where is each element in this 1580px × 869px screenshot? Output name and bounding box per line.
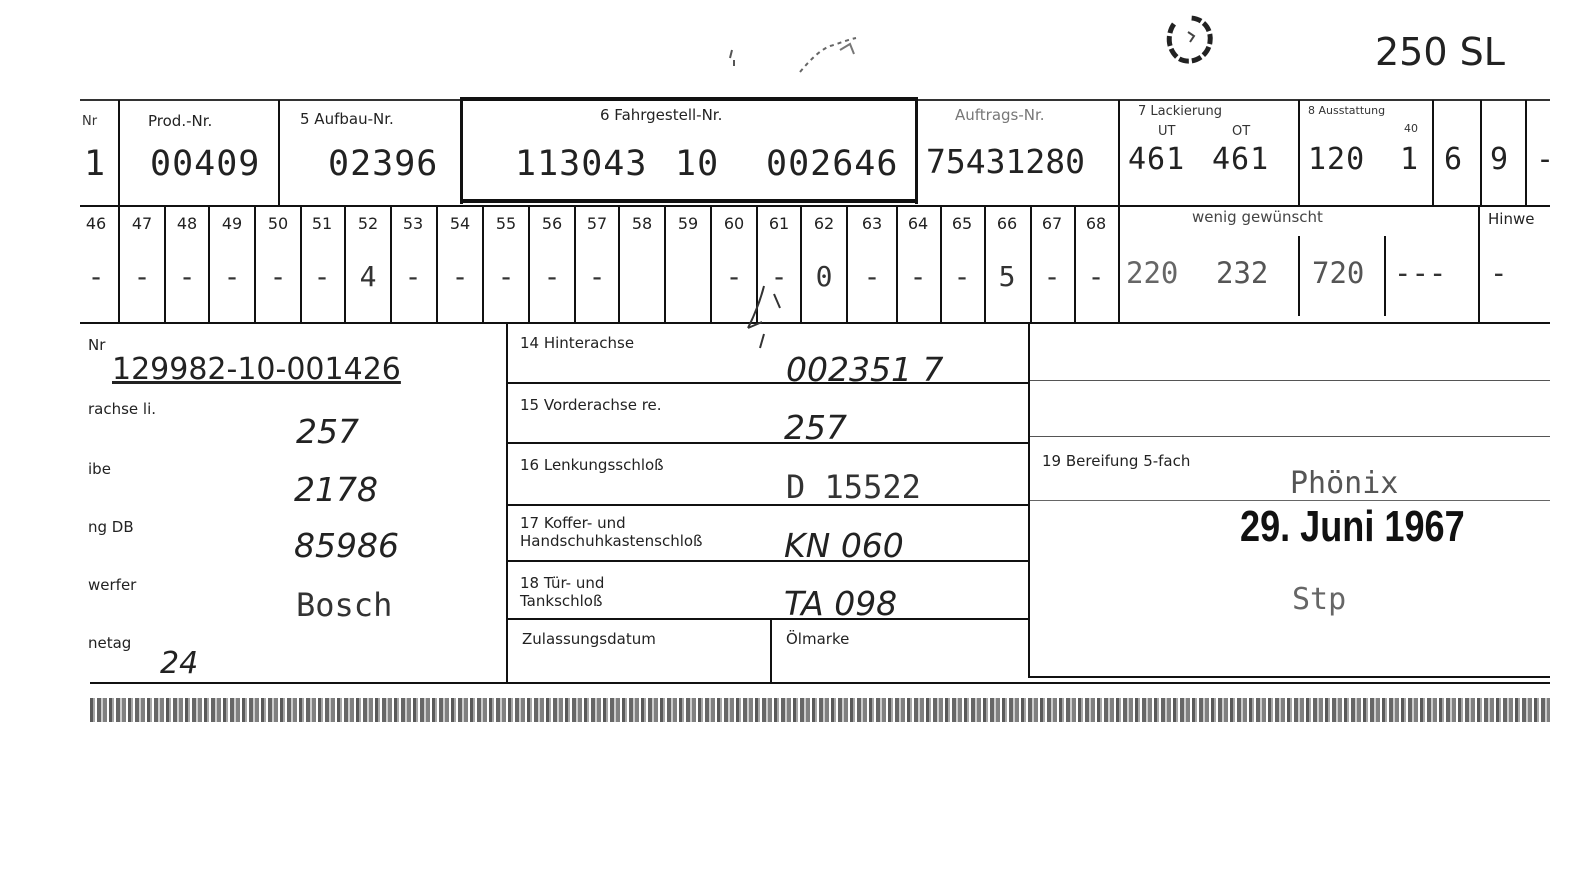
getriebe-label: ibe [88,460,111,478]
lackierung-label: 7 Lackierung [1138,104,1222,119]
lackierung-ut-label: UT [1158,124,1176,139]
option-value: - [133,260,151,293]
liefertag-label: netag [88,634,132,652]
option-code: 56 [541,214,563,233]
aufbau-nr-label: 5 Aufbau-Nr. [300,110,394,128]
lackierung-ot-value: 461 [1212,142,1270,177]
tuer-value: TA 098 [784,584,898,623]
hinweis-label: Hinwe [1488,210,1535,228]
scribble-mark [720,20,870,90]
wenig-gewuenscht-label: wenig gewünscht [1192,208,1323,226]
option-code: 64 [907,214,929,233]
option-value: - [178,260,196,293]
koffer-value: KN 060 [784,526,904,565]
prod-nr-value: 00409 [150,144,261,184]
getriebe-value: 2178 [294,470,378,509]
option-value: - [770,260,788,293]
option-code: 47 [131,214,153,233]
wenig-value: 220 [1126,256,1179,290]
lackierung-ot-label: OT [1232,124,1251,139]
option-code: 65 [951,214,973,233]
fahrgestell-part-c: 002646 [766,144,899,184]
option-value: 4 [359,260,377,293]
option-code: 51 [311,214,333,233]
scan-border-artifact [90,698,1550,722]
option-code: 58 [631,214,653,233]
wenig-value: 232 [1216,256,1269,290]
motor-nr-value: 129982-10-001426 [112,352,401,387]
vorderachse-label: 15 Vorderachse re. [520,396,662,414]
option-value: - [87,260,105,293]
option-code: 63 [861,214,883,233]
scheinwerfer-label: werfer [88,576,137,594]
model-label: 250 SL [1375,30,1505,74]
column-a-value: 6 [1444,142,1464,177]
wenig-value: 720 [1312,256,1365,290]
achse-label: rachse li. [88,400,157,418]
option-code: 53 [402,214,424,233]
scheinwerfer-value: Bosch [296,586,393,624]
auftrag-nr-label: Auftrags-Nr. [955,106,1045,124]
prod-nr-label: Prod.-Nr. [148,112,213,130]
option-value: - [1087,260,1105,293]
zuendung-value: 85986 [294,526,399,565]
pen-stroke [714,282,804,352]
option-code: 62 [813,214,835,233]
column-c-value: - [1536,142,1556,177]
option-code: 57 [586,214,608,233]
seal-mark [1158,14,1216,66]
koffer-label-line2: Handschuhkastenschloß [520,532,703,550]
fahrgestell-nr-label: 6 Fahrgestell-Nr. [600,106,723,124]
option-code: 46 [85,214,107,233]
zuendung-label: ng DB [88,518,134,536]
koffer-label-line1: 17 Koffer- und [520,514,626,532]
nr-label: Nr [82,114,98,129]
auftrag-nr-value: 75431280 [926,142,1085,181]
option-value: - [313,260,331,293]
zulassungsdatum-label: Zulassungsdatum [522,630,656,648]
date-stamp: 29. Juni 1967 [1240,502,1465,551]
achse-value: 257 [296,412,359,451]
bereifung-value: Phönix [1290,466,1399,501]
liefertag-value: 24 [160,646,199,681]
hinterachse-label: 14 Hinterachse [520,334,635,352]
option-code: 59 [677,214,699,233]
tuer-label-line2: Tankschloß [520,592,603,610]
column-b-value: 9 [1490,142,1510,177]
nr-value: 1 [84,144,107,184]
option-value: - [863,260,881,293]
option-value: - [588,260,606,293]
aufbau-nr-value: 02396 [328,144,439,184]
vorderachse-value: 257 [784,408,847,447]
wenig-value: --- [1394,256,1447,290]
tuer-label-line1: 18 Tür- und [520,574,605,592]
option-value: - [909,260,927,293]
option-value: - [1043,260,1061,293]
hinweis-value: - [1490,256,1508,290]
ausstattung-label: 8 Ausstattung [1308,104,1386,117]
option-code: 49 [221,214,243,233]
sub-40-label: 40 [1404,122,1418,135]
option-value: 0 [815,260,833,293]
option-value: - [269,260,287,293]
sub-40-value: 1 [1400,142,1420,177]
fahrgestell-part-b: 10 [675,144,720,184]
bereifung-label: 19 Bereifung 5-fach [1042,452,1191,470]
option-code: 50 [267,214,289,233]
option-code: 52 [357,214,379,233]
option-code: 54 [449,214,471,233]
stp-value: Stp [1292,582,1347,617]
lackierung-ut-value: 461 [1128,142,1186,177]
option-value: - [404,260,422,293]
option-value: - [497,260,515,293]
lenkung-value: D 15522 [786,468,921,506]
option-code: 61 [768,214,790,233]
motor-nr-label: Nr [88,336,106,354]
oelmarke-label: Ölmarke [786,630,850,648]
ausstattung-value: 120 [1308,142,1366,177]
option-value: - [451,260,469,293]
option-value: - [223,260,241,293]
option-code: 66 [996,214,1018,233]
option-value: - [725,260,743,293]
option-value: 5 [998,260,1016,293]
option-code: 48 [176,214,198,233]
option-code: 68 [1085,214,1107,233]
option-value: - [953,260,971,293]
option-code: 55 [495,214,517,233]
fahrgestell-part-a: 113043 [515,144,648,184]
hinterachse-value: 002351 7 [786,350,944,389]
option-code: 60 [723,214,745,233]
option-code: 67 [1041,214,1063,233]
lenkung-label: 16 Lenkungsschloß [520,456,664,474]
option-value: - [543,260,561,293]
